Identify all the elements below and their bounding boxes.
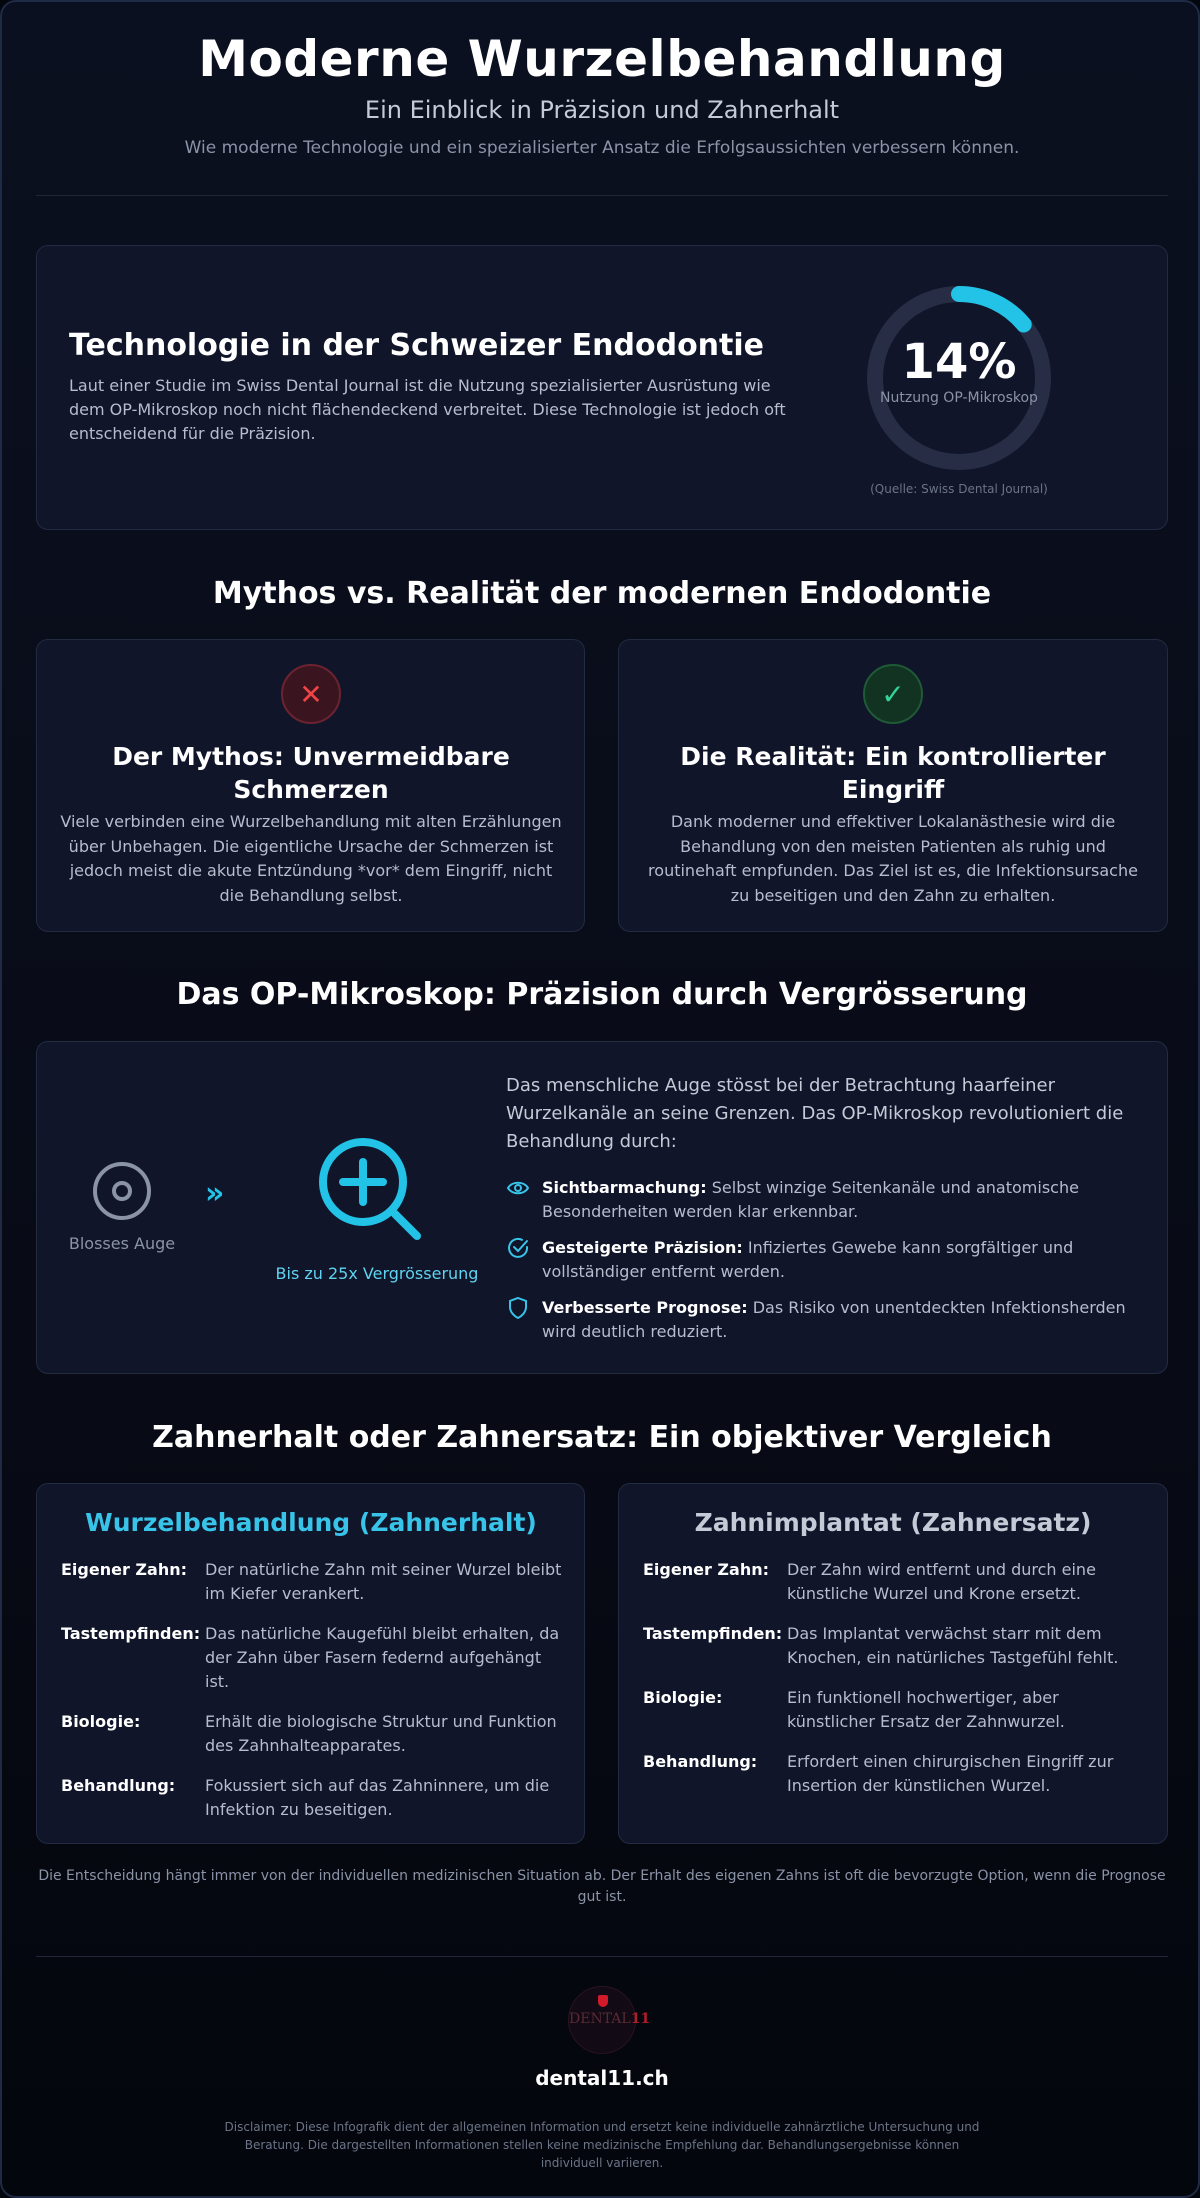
compare-value: Fokussiert sich auf das Zahninnere, um die Infektion zu beseitigen.: [205, 1776, 550, 1819]
page-subtitle: Ein Einblick in Präzision und Zahnerhalt: [364, 96, 840, 124]
site-link[interactable]: dental11.ch: [535, 2066, 669, 2090]
logo-number: 11: [630, 2011, 651, 2027]
page-title: Moderne Wurzelbehandlung: [198, 30, 1006, 88]
feature-text: Selbst winzige Seitenkanäle und anatomische Besonderheiten werden klar erkennbar.: [542, 1178, 1079, 1221]
double-chevron-icon: »: [205, 1176, 225, 1211]
feature-title: Verbesserte Prognose:: [542, 1298, 748, 1317]
compare-key: Eigener Zahn:: [643, 1560, 769, 1579]
compare-key: Eigener Zahn:: [61, 1560, 187, 1579]
check-circle-icon: [506, 1236, 530, 1260]
x-icon: ✕: [281, 664, 341, 724]
compare-key: Tastempfinden:: [643, 1624, 783, 1643]
compare-key: Behandlung:: [643, 1752, 758, 1771]
magnification-label: Bis zu 25x Vergrösserung: [275, 1264, 479, 1283]
comparison-note: Die Entscheidung hängt immer von der individuellen medizinischen Situation ab. Der Erhalt des eigenen Zahns ist oft die bevorzugte Option, wenn die Prognose gut ist.: [38, 1868, 1166, 1905]
technology-card: [36, 245, 1168, 530]
compare-value: Der Zahn wird entfernt und durch eine künstliche Wurzel und Krone ersetzt.: [787, 1560, 1096, 1603]
root-canal-card: [36, 1483, 585, 1844]
myth-text: Viele verbinden eine Wurzelbehandlung mit alten Erzählungen über Unbehagen. Die eigentliche Ursache der Schmerzen ist jedoch meist die akute Entzündung *vor* dem Eingriff, nicht die Behandlung selbst.: [60, 812, 562, 905]
gauge-label: Nutzung OP-Mikroskop: [880, 390, 1038, 406]
compare-key: Tastempfinden:: [61, 1624, 201, 1643]
implant-title: Zahnimplantat (Zahnersatz): [694, 1508, 1092, 1537]
disclaimer: Disclaimer: Diese Infografik dient der allgemeinen Information und ersetzt keine individuelle zahnärztliche Untersuchung und Beratung. Die dargestellten Informationen stellen keine medizinische Empfehlung dar. Behandlungsergebnisse können individuell variieren.: [224, 2120, 980, 2170]
shield-icon: [506, 1296, 530, 1320]
compare-key: Behandlung:: [61, 1776, 176, 1795]
implant-card: [618, 1483, 1168, 1844]
feature-title: Sichtbarmachung:: [542, 1178, 707, 1197]
technology-title: Technologie in der Schweizer Endodontie: [69, 328, 765, 363]
naked-eye-label: Blosses Auge: [68, 1234, 176, 1253]
compare-value: Ein funktionell hochwertiger, aber künstlicher Ersatz der Zahnwurzel.: [787, 1688, 1065, 1731]
page-tagline: Wie moderne Technologie und ein spezialisierter Ansatz die Erfolgsaussichten verbessern können.: [184, 138, 1020, 158]
compare-value: Das Implantat verwächst starr mit dem Knochen, ein natürliches Tastgefühl fehlt.: [787, 1624, 1119, 1667]
myth-title: Der Mythos: Unvermeidbare Schmerzen: [112, 742, 510, 804]
feature-title: Gesteigerte Präzision:: [542, 1238, 743, 1257]
magnifier-plus-icon: [317, 1136, 427, 1246]
reality-title: Die Realität: Ein kontrollierter Eingriff: [680, 742, 1106, 804]
source-note: (Quelle: Swiss Dental Journal): [870, 482, 1048, 496]
feature-text: Infiziertes Gewebe kann sorgfältiger und vollständiger entfernt werden.: [542, 1238, 1074, 1281]
technology-text: Laut einer Studie im Swiss Dental Journal ist die Nutzung spezialisierter Ausrüstung wie dem OP-Mikroskop noch nicht flächendeckend verbreitet. Diese Technologie ist jedoch oft entscheidend für die Präzision.: [69, 376, 786, 443]
microscope-title: Das OP-Mikroskop: Präzision durch Vergrösserung: [176, 977, 1028, 1012]
compare-key: Biologie:: [61, 1712, 141, 1731]
compare-value: Der natürliche Zahn mit seiner Wurzel bleibt im Kiefer verankert.: [205, 1560, 562, 1603]
root-canal-title: Wurzelbehandlung (Zahnerhalt): [85, 1508, 537, 1537]
compare-value: Erfordert einen chirurgischen Eingriff zur Insertion der künstlichen Wurzel.: [787, 1752, 1114, 1795]
swiss-shield-icon: [598, 1995, 608, 2007]
logo-text: DENTAL: [569, 2011, 631, 2027]
reality-text: Dank moderner und effektiver Lokalanästhesie wird die Behandlung von den meisten Patienten als ruhig und routinehaft empfunden. Das Ziel ist es, die Infektionsursache zu beseitigen und den Zahn zu erhalten.: [648, 812, 1138, 905]
check-icon: ✓: [863, 664, 923, 724]
divider: [36, 195, 1168, 196]
pupil-icon: [112, 1181, 132, 1201]
myth-reality-title: Mythos vs. Realität der modernen Endodontie: [212, 576, 992, 611]
comparison-title: Zahnerhalt oder Zahnersatz: Ein objektiver Vergleich: [152, 1420, 1052, 1455]
microscope-intro: Das menschliche Auge stösst bei der Betrachtung haarfeiner Wurzelkanäle an seine Grenzen. Das OP-Mikroskop revolutioniert die Behandlung durch:: [506, 1075, 1124, 1152]
compare-key: Biologie:: [643, 1688, 723, 1707]
eye-icon: [506, 1176, 530, 1200]
dental11-logo[interactable]: [568, 1986, 651, 2054]
divider: [36, 1956, 1168, 1957]
microscope-card: [36, 1041, 1168, 1374]
myth-card: [36, 639, 585, 932]
gauge-value: 14%: [901, 334, 1017, 390]
compare-value: Das natürliche Kaugefühl bleibt erhalten, da der Zahn über Fasern federnd aufgehängt ist.: [205, 1624, 560, 1691]
compare-value: Erhält die biologische Struktur und Funktion des Zahnhalteapparates.: [205, 1712, 557, 1755]
reality-card: [618, 639, 1168, 932]
feature-text: Das Risiko von unentdeckten Infektionsherden wird deutlich reduziert.: [542, 1298, 1126, 1341]
